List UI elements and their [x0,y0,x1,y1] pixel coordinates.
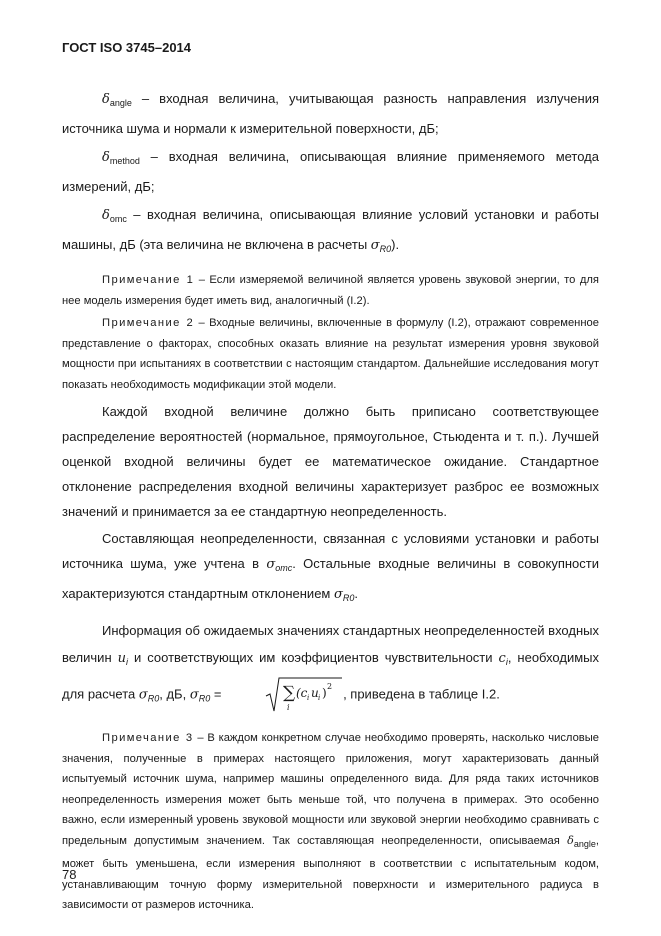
note-2 [62,313,599,395]
term-close: ) [322,686,327,700]
sigma-subscript: R0 [198,693,211,704]
sigma-subscript: R0 [379,244,392,254]
note-label: Примечание 3 [102,732,194,744]
paragraph-text: . Остальные входные величины в совокупности характеризуются стандартным отклонением [62,556,599,601]
term-c-sub: i [307,694,310,702]
note-label: Примечание 1 [102,274,195,286]
paragraph-text: , приведена в таблице I.2. [343,686,500,702]
paragraph-text: , необходимых для расчета [62,650,600,702]
sigma-symbol: σ [189,687,199,703]
c-symbol: c [498,651,506,666]
delta-subscript: omc [109,214,127,224]
sqrt-formula [225,676,343,714]
sum-symbol: ∑ [283,683,296,703]
delta-symbol: δ [102,92,110,107]
sigma-subscript: R0 [147,693,160,704]
definition-end: ). [391,237,400,252]
definition-angle [62,86,599,141]
definition-text: – входная величина, описывающая влияние условий установки и работы машины, дБ (эта величина не включена в расчеты [62,207,599,252]
definition-text: – входная величина, описывающая влияние применяемого метода измерений, дБ; [62,149,599,194]
definition-omc [62,202,599,262]
sigma-symbol: σ [370,238,380,253]
sigma-subscript: omc [275,563,293,573]
delta-subscript: angle [109,98,132,108]
sigma-symbol: σ [266,557,276,572]
delta-symbol: δ [102,150,110,165]
paragraph-omc [62,526,599,611]
delta-subscript: angle [573,838,596,849]
document-header: ГОСТ ISO 3745–2014 [62,40,192,55]
paragraph-information [62,617,599,714]
delta-subscript: method [109,156,140,166]
delta-symbol: δ [567,833,574,847]
definition-method [62,144,599,199]
term-c: (c [296,686,308,700]
term-u-sub: i [318,694,321,702]
note-text: – Входные величины, включенные в формулу (I.2), отражают современное представление о факторах, способных оказать влияние на результат измерения уровня звуковой мощности при испытаниях в соответствии с настоящим стандартом. Дальнейшие исследования могут показать необходимость модификации этой модели. [62,317,599,391]
sigma-symbol: σ [333,587,343,602]
paragraph-text: . [354,586,358,601]
sum-index: i [287,703,290,712]
equals-sign: = [210,686,222,702]
power-2: 2 [327,682,333,691]
page-number: 78 [62,867,77,882]
note-3 [62,728,599,916]
note-text: – В каждом конкретном случае необходимо проверять, насколько числовые значения, полученные в примерах настоящего приложения, могут характеризовать данный испытуемый источник шума, например машины определенного вида. Для ряда таких источников неопределенность измерения может быть меньше той, что получена в примерах. Это особенно важно, если измеренный уровень звуковой мощности или звуковой энергии необходимо сравнивать с предельным допустимым значением. Так составляющая неопределенности, описываемая [62,732,599,847]
paragraph-distribution: Каждой входной величине должно быть приписано соответствующее распределение вероятностей (нормальное, прямоугольное, Стьюдента и т. п.). Лучшей оценкой входной величины будет ее математическое ожидание. Стандартное отклонение распределения входной величины характеризует разброс ее возможных значений и принимается за ее стандартную неопределенность. [62,404,599,519]
note-label: Примечание 2 [102,317,195,329]
sigma-symbol: σ [138,687,148,703]
c-subscript: i [505,657,508,667]
u-symbol: u [117,651,126,666]
paragraph-text: и соответствующих им коэффициентов чувствительности [128,650,499,665]
delta-symbol: δ [102,208,110,223]
term-u: u [311,686,319,700]
sigma-subscript: R0 [342,593,355,603]
paragraph-text: Составляющая неопределенности, связанная с условиями установки и работы источника шума, уже учтена в [62,531,599,571]
note-text: – Если измеряемой величиной является уровень звуковой энергии, то для нее модель измерения будет иметь вид, аналогичный (I.2). [62,274,599,307]
content-block [62,86,599,916]
paragraph-text: , дБ, [159,686,190,702]
note-text: , может быть уменьшена, если измерения выполняют в соответствии с испытательным кодом, устанавливающим точную форму измерительной поверхности и измерительного радиуса в зависимости от размеров источника. [62,834,599,911]
note-1 [62,270,599,311]
u-subscript: i [126,657,128,667]
definition-text: – входная величина, учитывающая разность направления излучения источника шума и нормали к измерительной поверхности, дБ; [62,91,599,136]
paragraph-text: Информация об ожидаемых значениях стандартных неопределенностей входных величин [62,623,599,665]
